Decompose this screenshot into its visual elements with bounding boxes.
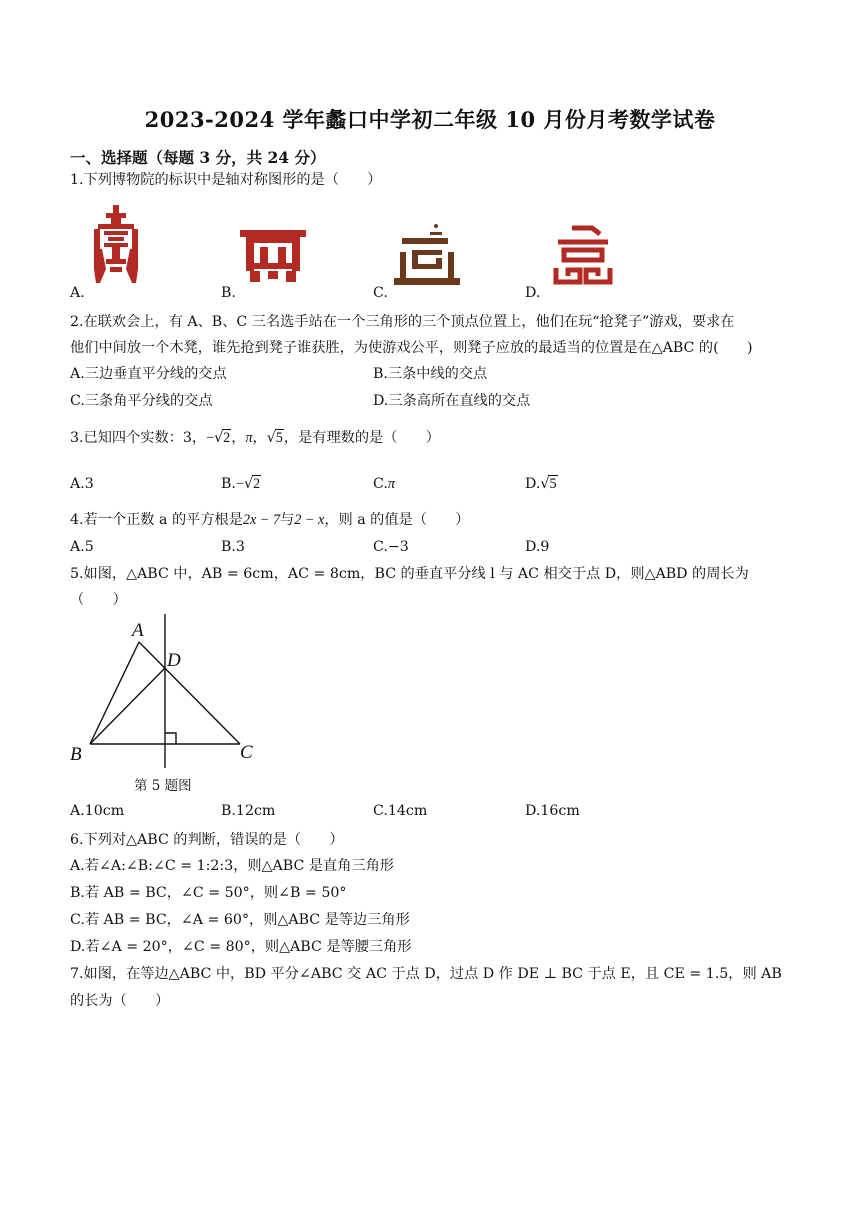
q6-option-a: A.若∠A:∠B:∠C = 1:2:3，则△ABC 是直角三角形 — [70, 858, 394, 874]
q4-option-c: C.−3 — [373, 539, 409, 555]
q3-sep-2: ， — [252, 430, 267, 446]
q5-option-b: B.12cm — [221, 803, 276, 819]
q3-option-d-label: D. — [525, 476, 541, 492]
q3-option-c-label: C. — [373, 476, 388, 492]
question-3-stem — [70, 428, 440, 448]
q3-option-b-minus: − — [235, 476, 244, 492]
museum-logo-altar-icon — [394, 222, 460, 286]
q2-option-c: C.三条角平分线的交点 — [70, 393, 213, 409]
museum-logo-tripod-icon — [92, 205, 140, 283]
q1-option-a-label: A. — [70, 285, 85, 301]
sqrt-icon: √ — [266, 430, 276, 446]
q4-expr-2: 2 − x — [294, 512, 325, 528]
segment-ac — [139, 642, 240, 744]
q3-pi: π — [245, 430, 253, 446]
q6-option-b: B.若 AB = BC，∠C = 50°，则∠B = 50° — [70, 885, 347, 901]
q2-option-d: D.三条高所在直线的交点 — [373, 393, 531, 409]
figure-5-caption: 第 5 题图 — [134, 778, 192, 794]
q5-option-a: A.10cm — [70, 803, 125, 819]
q2-option-a: A.三边垂直平分线的交点 — [70, 366, 227, 382]
figure-5-triangle-diagram — [60, 612, 270, 772]
exam-title: 2023-2024 学年蠡口中学初二年级 10 月份月考数学试卷 — [144, 107, 716, 132]
q1-option-c-label: C. — [373, 285, 388, 301]
question-5-line-2: （ ） — [70, 592, 127, 608]
museum-logo-cloud-icon — [552, 222, 614, 286]
q6-option-d: D.若∠A = 20°，∠C = 80°，则△ABC 是等腰三角形 — [70, 939, 412, 955]
segment-ab — [90, 642, 139, 744]
museum-logo-vessel-icon — [240, 230, 306, 282]
question-6-stem: 6.下列对△ABC 的判断，错误的是（ ） — [70, 832, 344, 848]
label-point-b: B — [70, 744, 82, 765]
q3-sep-1: ， — [231, 430, 246, 446]
q4-option-d: D.9 — [525, 539, 550, 555]
q3-option-d-value: 5 — [549, 476, 557, 492]
q2-option-b: B.三条中线的交点 — [373, 366, 488, 382]
q3-option-b-value: 2 — [253, 476, 261, 492]
q3-minus: − — [206, 430, 215, 446]
sqrt-icon: √ — [540, 476, 550, 492]
q4-prefix: 4.若一个正数 a 的平方根是 — [70, 512, 243, 528]
q3-option-b — [221, 474, 261, 494]
question-2-line-2: 他们中间放一个木凳，谁先抢到凳子谁获胜，为使游戏公平，则凳子应放的最适当的位置是在△ABC 的( ) — [70, 340, 753, 356]
q1-option-b-label: B. — [221, 285, 236, 301]
label-point-a: A — [132, 620, 144, 641]
q1-option-d-label: D. — [525, 285, 541, 301]
question-7-line-2: 的长为（ ） — [70, 993, 170, 1009]
question-2-line-1: 2.在联欢会上，有 A、B、C 三名选手站在一个三角形的三个顶点位置上，他们在玩“抢凳子”游戏，要求在 — [70, 314, 735, 330]
q3-sqrt-2: 2 — [223, 430, 231, 446]
label-point-c: C — [240, 742, 253, 763]
sqrt-icon: √ — [243, 476, 253, 492]
q3-stem-suffix: ，是有理数的是（ ） — [283, 430, 440, 446]
q4-option-a: A.5 — [70, 539, 94, 555]
q4-mid: 与 — [280, 512, 295, 528]
q5-option-d: D.16cm — [525, 803, 580, 819]
q3-option-c-value: π — [387, 476, 395, 492]
q3-stem-prefix: 3.已知四个实数：3， — [70, 430, 207, 446]
question-1-stem: 1.下列博物院的标识中是轴对称图形的是（ ） — [70, 172, 382, 188]
segment-bd — [90, 668, 165, 744]
q3-option-b-label: B. — [221, 476, 236, 492]
q6-option-c: C.若 AB = BC，∠A = 60°，则△ABC 是等边三角形 — [70, 912, 410, 928]
q3-option-c — [373, 474, 395, 494]
right-angle-mark — [165, 733, 176, 744]
question-4-stem — [70, 510, 469, 530]
q4-expr-1: 2x − 7 — [242, 512, 281, 528]
section-heading: 一、选择题（每题 3 分，共 24 分） — [70, 148, 326, 167]
question-5-line-1: 5.如图，△ABC 中，AB = 6cm，AC = 8cm，BC 的垂直平分线 l 与 AC 相交于点 D，则△ABD 的周长为 — [70, 566, 749, 582]
q3-option-d — [525, 474, 558, 494]
question-7-line-1: 7.如图，在等边△ABC 中，BD 平分∠ABC 交 AC 于点 D，过点 D 作 DE ⊥ BC 于点 E，且 CE = 1.5，则 AB — [70, 966, 782, 982]
q3-option-a: A.3 — [70, 476, 94, 492]
q4-option-b: B.3 — [221, 539, 245, 555]
q3-sqrt-5: 5 — [275, 430, 283, 446]
sqrt-icon: √ — [214, 430, 224, 446]
q5-option-c: C.14cm — [373, 803, 428, 819]
q4-suffix: ，则 a 的值是（ ） — [324, 512, 470, 528]
label-point-d: D — [167, 650, 181, 671]
